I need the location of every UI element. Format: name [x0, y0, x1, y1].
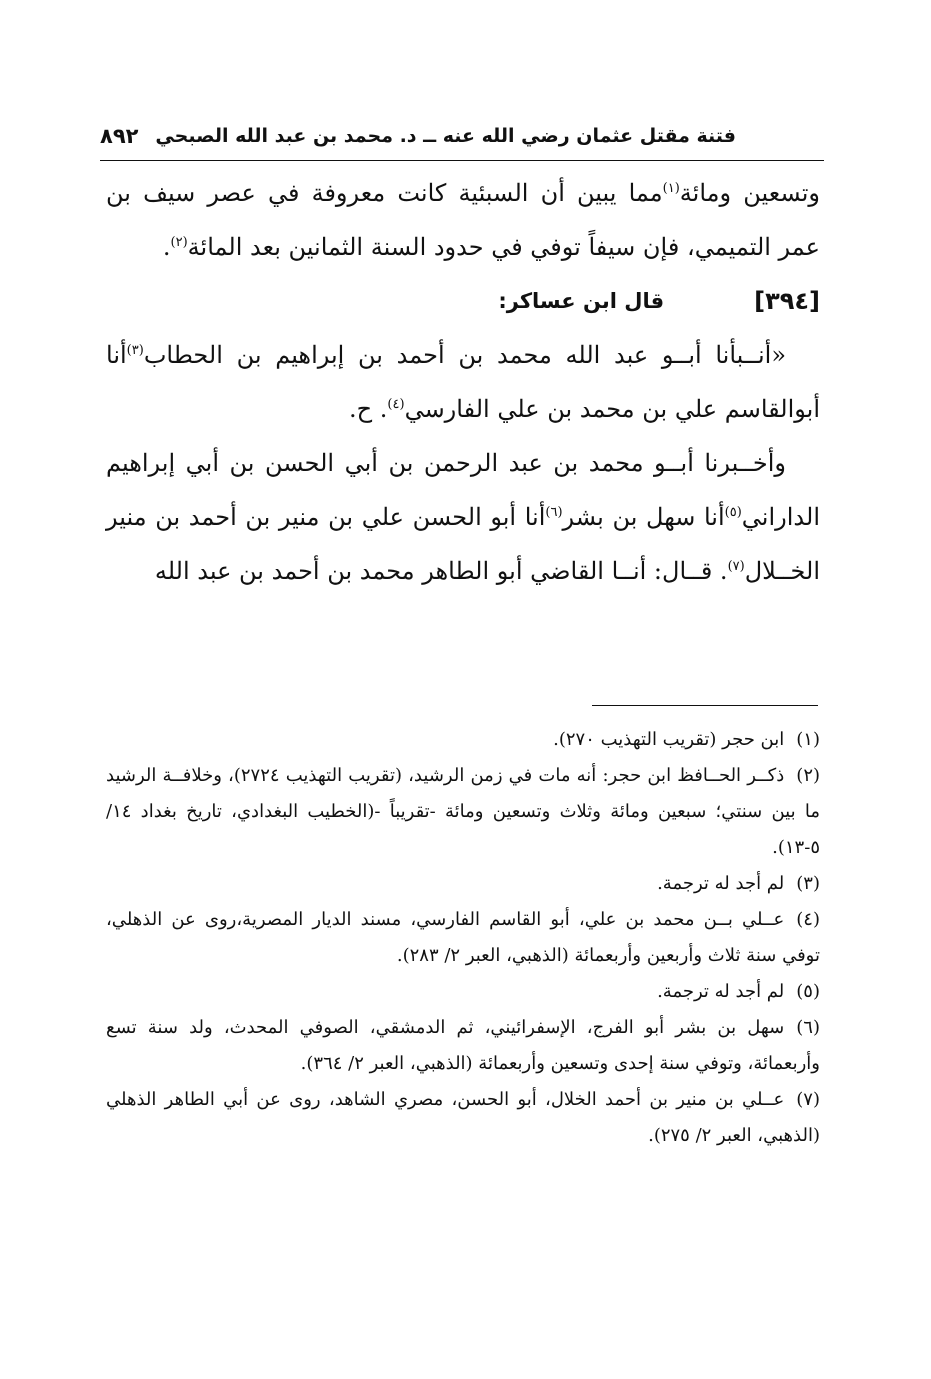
- footnote-5: [106, 974, 820, 1010]
- footnote-ref-6[interactable]: (٦): [545, 505, 563, 520]
- footnote-ref-5[interactable]: (٥): [724, 505, 742, 520]
- text-run: . ح.: [349, 395, 388, 423]
- main-text: [106, 166, 820, 598]
- footnote-rule: [592, 705, 818, 706]
- running-header: [100, 116, 824, 156]
- footnote-number: (٧): [796, 1089, 820, 1110]
- footnote-ref-1[interactable]: (١): [662, 181, 680, 196]
- text-run: مما يبين أن السبئية كانت معروفة في عصر سيف بن عمر التميمي، فإن سيفاً توفي في حدود السنة الثمانين بعد المائة: [106, 179, 820, 261]
- text-run: وأخــبرنا أبــو محمد بن عبد الرحمن بن أبي الحسن بن أبي إبراهيم الداراني: [106, 449, 820, 531]
- footnote-text: لم أجد له ترجمة.: [657, 873, 785, 894]
- section-title: قال ابن عساكر:: [498, 289, 665, 313]
- page-number: ٨٩٢: [100, 124, 139, 148]
- footnote-text: ابن حجر (تقريب التهذيب ٢٧٠).: [553, 729, 785, 750]
- footnote-1: [106, 722, 820, 758]
- footnote-ref-2[interactable]: (٢): [170, 235, 188, 250]
- paragraph-3: [106, 436, 820, 598]
- paragraph-1: [106, 166, 820, 274]
- footnote-2: [106, 758, 820, 866]
- footnote-text: ذكــر الحــافظ ابن حجر: أنه مات في زمن الرشيد، (تقريب التهذيب ٢٧٢٤)، وخلافــة الرشيد ما بين سنتي؛ سبعين ومائة وثلاث وتسعين ومائة -تقريباً -(الخطيب البغدادي، تاريخ بغداد ١٤/ ٥-١٣).: [106, 765, 820, 858]
- footnotes: [106, 722, 820, 1154]
- text-run: أنا سهل بن بشر: [562, 503, 725, 531]
- footnote-number: (٣): [796, 873, 820, 894]
- footnote-number: (٥): [796, 981, 820, 1002]
- paragraph-2: [106, 328, 820, 436]
- footnote-number: (٤): [796, 909, 820, 930]
- footnote-6: [106, 1010, 820, 1082]
- text-run: وتسعين ومائة: [679, 179, 820, 207]
- footnote-text: لم أجد له ترجمة.: [657, 981, 785, 1002]
- footnote-7: [106, 1082, 820, 1154]
- section-heading: [106, 274, 820, 328]
- footnote-4: [106, 902, 820, 974]
- footnote-3: [106, 866, 820, 902]
- header-rule: [100, 160, 824, 161]
- footnote-text: سهل بن بشر أبو الفرج، الإسفرائيني، ثم الدمشقي، الصوفي المحدث، ولد سنة تسع وأربعمائة، وتوفي سنة إحدى وتسعين وأربعمائة (الذهبي، العبر ٢/ ٣٦٤).: [106, 1017, 820, 1074]
- footnote-number: (١): [796, 729, 820, 750]
- text-run: أنا أبوالقاسم علي بن محمد بن علي الفارسي: [106, 341, 820, 423]
- running-title: فتنة مقتل عثمان رضي الله عنه ــ د. محمد بن عبد الله الصبحي: [155, 125, 736, 147]
- text-run: أنا أبو الحسن علي بن منير بن أحمد بن منير الخــلال: [106, 503, 820, 585]
- text-run: .: [162, 233, 171, 261]
- text-run: . قــال: أنــا القاضي أبو الطاهر محمد بن أحمد بن عبد الله: [154, 557, 728, 585]
- text-run: «أنــبأنا أبــو عبد الله محمد بن أحمد بن إبراهيم بن الحطاب: [143, 341, 786, 369]
- footnote-text: عــلي بن منير بن أحمد الخلال، أبو الحسن، مصري الشاهد، روى عن أبي الطاهر الذهلي (الذهبي، العبر ٢/ ٢٧٥).: [106, 1089, 820, 1146]
- footnote-ref-3[interactable]: (٣): [126, 343, 144, 358]
- footnote-number: (٦): [796, 1017, 820, 1038]
- footnote-text: عــلي بــن محمد بن علي، أبو القاسم الفارسي، مسند الديار المصرية،روى عن الذهلي، توفي سنة ثلاث وأربعين وأربعمائة (الذهبي، العبر ٢/ ٢٨٣).: [106, 909, 820, 966]
- footnote-number: (٢): [796, 765, 821, 786]
- footnote-ref-4[interactable]: (٤): [387, 397, 405, 412]
- section-number: [٣٩٤]: [754, 287, 820, 315]
- footnote-ref-7[interactable]: (٧): [727, 559, 745, 574]
